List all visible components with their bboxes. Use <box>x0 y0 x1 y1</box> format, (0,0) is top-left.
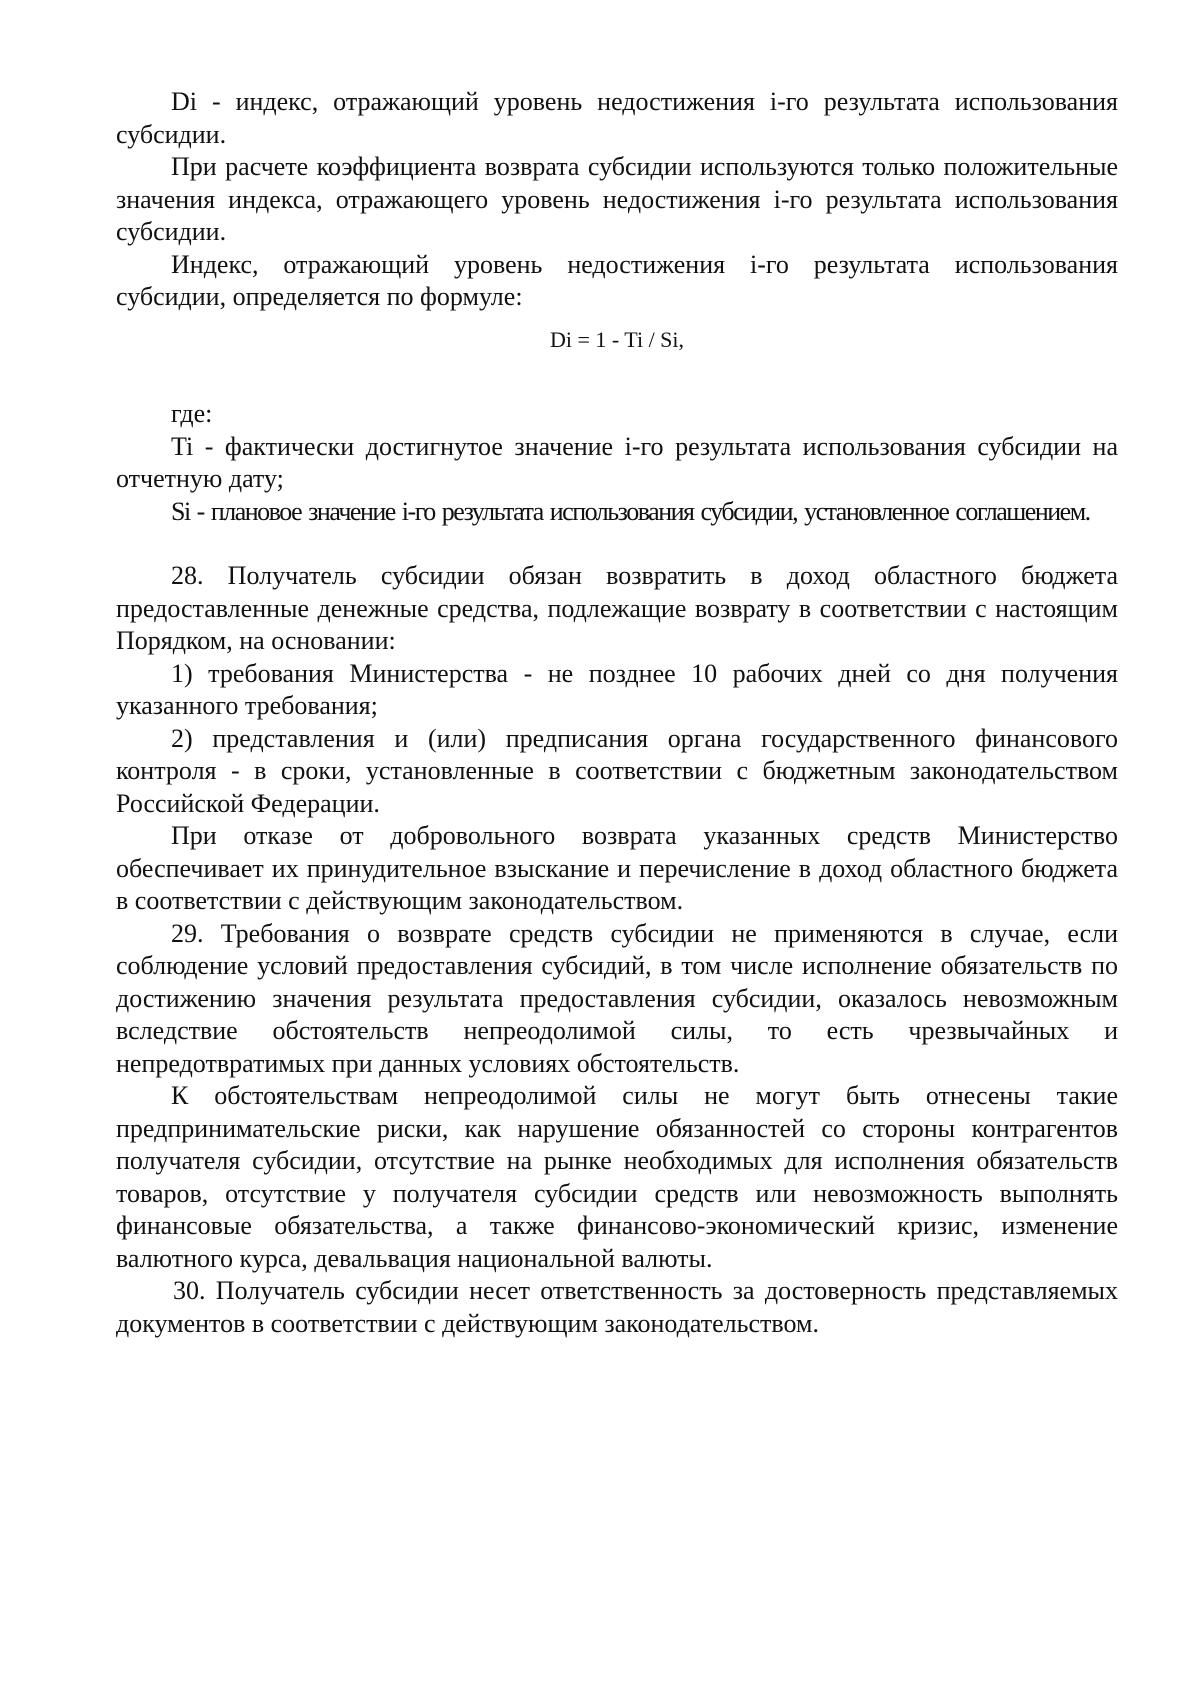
paragraph-28-refusal: При отказе от добровольного возврата указанных средств Министерство обеспечивает их принудительное взыскание и перечисление в доход областного бюджета в соответствии с действующим законодательством. <box>116 821 1118 915</box>
paragraph-positive-values: При расчете коэффициента возврата субсидии используются только положительные значения индекса, отражающего уровень недостижения i-го результата использования субсидии. <box>116 152 1118 246</box>
paragraph-28-item-1: 1) требования Министерства - не позднее 10 рабочих дней со дня получения указанного требования; <box>116 658 1118 720</box>
document-body <box>116 86 1118 1340</box>
paragraph-gap <box>116 528 1118 560</box>
formula-di: Di = 1 - Ti / Si, <box>549 326 685 352</box>
paragraph-di-definition: Di - индекс, отражающий уровень недостижения i-го результата использования субсидии. <box>116 87 1118 149</box>
paragraph-ti-definition: Ti - фактически достигнутое значение i-го результата использования субсидии на отчетную дату; <box>116 431 1118 493</box>
paragraph-29: 29. Требования о возврате средств субсидии не применяются в случае, если соблюдение условий предоставления субсидий, в том числе исполнение обязательств по достижению значения результата предоставления субсидии, оказалось невозможным вследствие обстоятельств непреодолимой силы, то есть чрезвычайных и непредотвратимых при данных условиях обстоятельств. <box>116 918 1118 1078</box>
paragraph-28-item-2: 2) представления и (или) предписания органа государственного финансового контроля - в сроки, установленные в соответствии с бюджетным законодательством Российской Федерации. <box>116 723 1118 818</box>
paragraph-30: 30. Получатель субсидии несет ответственность за достоверность представляемых документов в соответствии с действующим законодательством. <box>116 1276 1118 1338</box>
paragraph-index-formula-intro: Индекс, отражающий уровень недостижения i-го результата использования субсидии, определяется по формуле: <box>116 249 1118 311</box>
paragraph-si-definition: Si - плановое значение i-го результата использования субсидии, установленное соглашением. <box>171 496 1090 526</box>
paragraph-where: где: <box>171 399 213 428</box>
paragraph-28: 28. Получатель субсидии обязан возвратить в доход областного бюджета предоставленные денежные средства, подлежащие возврату в соответствии с настоящим Порядком, на основании: <box>116 561 1118 655</box>
paragraph-29-force-majeure: К обстоятельствам непреодолимой силы не могут быть отнесены такие предпринимательские риски, как нарушение обязанностей со стороны контрагентов получателя субсидии, отсутствие на рынке необходимых для исполнения обязательств товаров, отсутствие у получателя субсидии средств или невозможность выполнять финансовые обязательства, а также финансово-экономический кризис, изменение валютного курса, девальвация национальной валюты. <box>116 1081 1118 1273</box>
